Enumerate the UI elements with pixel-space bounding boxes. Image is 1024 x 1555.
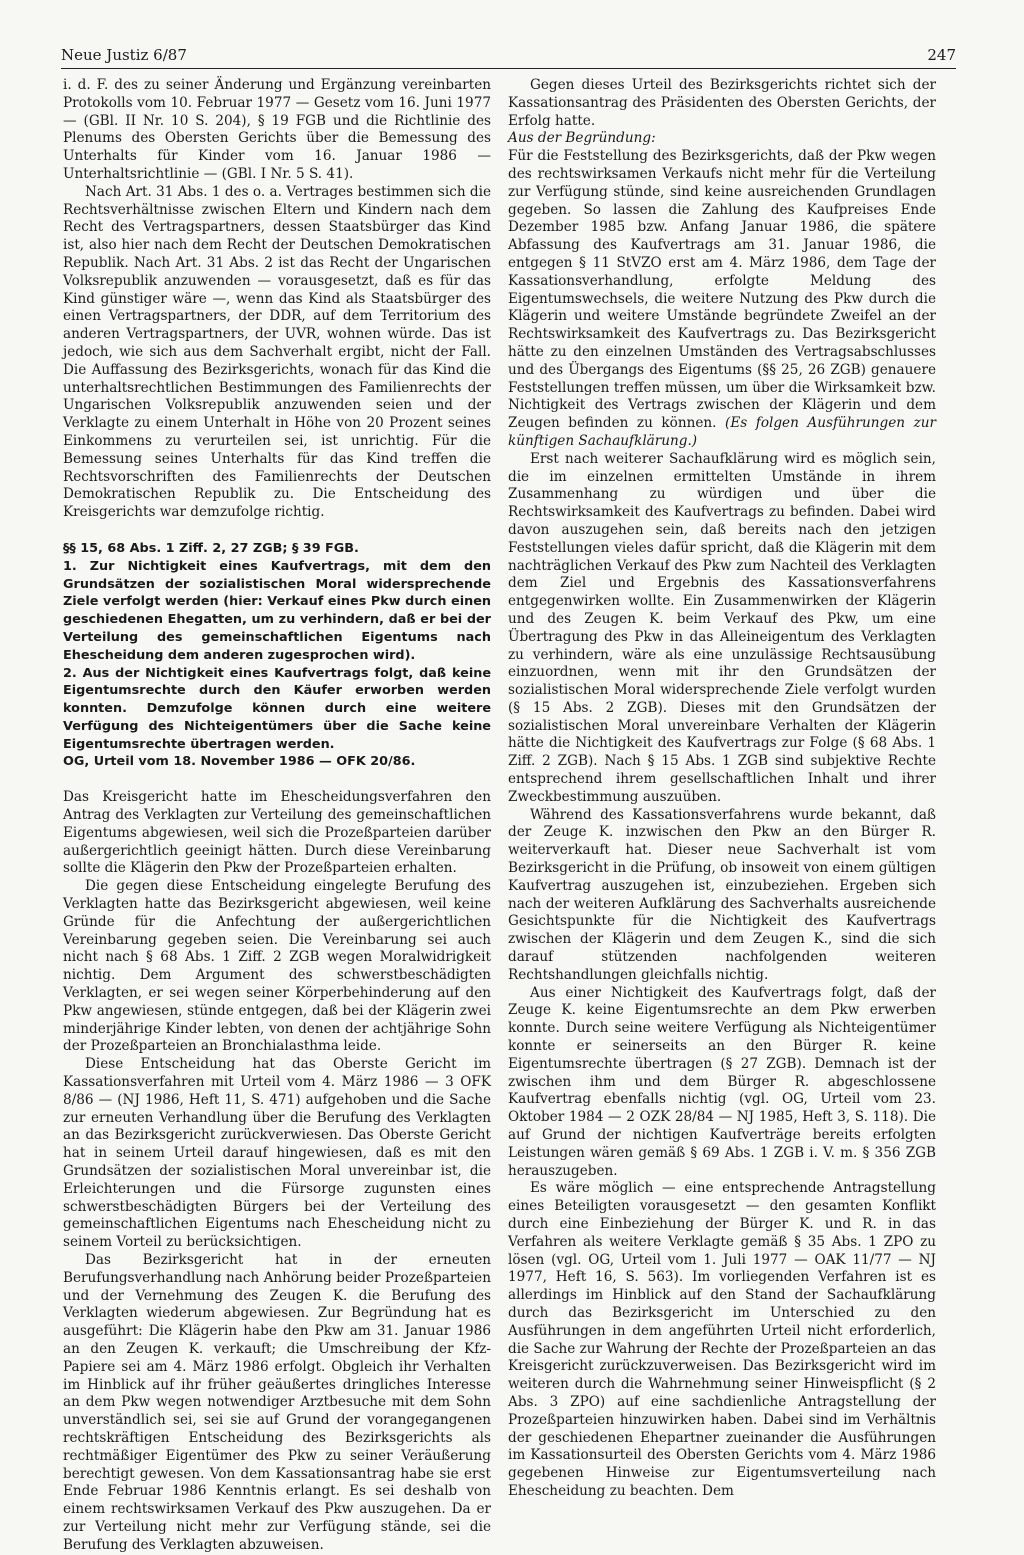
paragraph-text: Für die Feststellung des Bezirksgerichts, daß der Pkw wegen des rechtswirksamen Verkaufs nicht mehr für die Verteilung zur Verfügung stünde, sind keine ausreichenden Grundlagen gegeben. So lassen die Zahlung des Kaufpreises Ende Dezember 1985 bzw. Anfang Januar 1986, die spätere Abfassung des Kaufvertrags am 31. Januar 1986, die entgegen § 11 StVZO erst am 4. März 1986, dem Tage der Kassationsverhandlung, erfolgte Meldung des Eigentumswechsels, die weitere Nutzung des Pkw durch die Klägerin und weitere Umstände begründete Zweifel an der Rechtswirksamkeit des Kaufvertrags zu. Das Bezirksgericht hätte zu den einzelnen Umständen des Vertragsabschlusses und des Übergangs des Eigentums (§§ 25, 26 ZGB) genauere Feststellungen treffen müssen, um über die Wirksamkeit bzw. Nichtigkeit des Vertrags zwischen der Klägerin und dem Zeugen befinden zu können. — [508, 148, 936, 432]
paragraph: Während des Kassationsverfahrens wurde bekannt, daß der Zeuge K. inzwischen den Pkw an den Bürger R. weiterverkauft hat. Dieser neue Sachverhalt ist vom Bezirksgericht in die Prüfung, ob insoweit von einem gültigen Kaufvertrag auszugehen ist, einzubeziehen. Ergeben sich nach der weiteren Aufklärung des Sachverhalts ausreichende Gesichtspunkte für die Nichtigkeit des Kaufvertrags zwischen der Klägerin und dem Zeugen K., sind die sich darauf stützenden nachfolgenden weiteren Rechtshandlungen gleichfalls nichtig. — [508, 806, 936, 983]
paragraph: Das Bezirksgericht hat in der erneuten Berufungsverhandlung nach Anhörung beider Prozeßparteien und der Vernehmung des Zeugen K. die Berufung des Verklagten wiederum abgewiesen. Zur Begründung hat es ausgeführt: Die Klägerin habe den Pkw am 31. Januar 1986 an den Zeugen K. verkauft; die Umschreibung der Kfz-Papiere sei am 4. März 1986 erfolgt. Obgleich ihr Verhalten im Hinblick auf ihr früher geäußertes dringliches Interesse an dem Pkw wegen notwendiger Arztbesuche mit dem Sohn unverständlich sei, sei sie auf Grund der vorangegangenen rechtskräftigen Entscheidung des Bezirksgerichts als rechtmäßiger Eigentümer des Pkw zu seiner Veräußerung berechtigt gewesen. Von dem Kassationsantrag habe sie erst Ende Februar 1986 Kenntnis erlangt. Es sei deshalb von einem rechtswirksamen Verkauf des Pkw auszugehen. Da er zur Verteilung nicht mehr zur Verfügung stände, sei die Berufung des Verklagten abzuweisen. — [63, 1252, 491, 1553]
paragraph: i. d. F. des zu seiner Änderung und Ergänzung vereinbarten Protokolls vom 10. Februar 1977 — Gesetz vom 16. Juni 1977 — (GBl. II Nr. 10 S. 204), § 19 FGB und die Richtlinie des Plenums des Obersten Gerichts über die Bemessung des Unterhalts für Kinder vom 16. Januar 1986 — Unterhaltsrichtlinie — (GBl. I Nr. 5 S. 41). — [63, 77, 491, 182]
page-header — [61, 46, 956, 68]
paragraph: Es wäre möglich — eine entsprechende Antragstellung eines Beteiligten vorausgesetzt — den gesamten Konflikt durch eine Einbeziehung der Bürger K. und R. in das Verfahren als weitere Verklagte gemäß § 35 Abs. 1 ZPO zu lösen (vgl. OG, Urteil vom 1. Juli 1977 — OAK 11/77 — NJ 1977, Heft 16, S. 563). Im vorliegenden Verfahren ist es allerdings im Hinblick auf den Stand der Sachaufklärung durch das Bezirksgericht im Unterschied zu den Ausführungen in dem angeführten Urteil nicht erforderlich, die Sache zur Wahrung der Rechte der Prozeßparteien an das Kreisgericht zurückzuverweisen. Das Bezirksgericht wird im weiteren durch die Wahrnehmung seiner Hinweispflicht (§ 2 Abs. 3 ZPO) auf eine sachdienliche Antragstellung der Prozeßparteien hinzuwirken haben. Dabei sind im Verhältnis der geschiedenen Ehepartner zueinander die Ausführungen im Kassationsurteil des Obersten Gerichts vom 4. März 1986 gegebenen Hinweise zur Eigentumsverteilung nach Ehescheidung zu beachten. Dem — [508, 1180, 936, 1499]
paragraph: Erst nach weiterer Sachaufklärung wird es möglich sein, die im einzelnen ermittelten Umstände in ihrem Zusammenhang zu würdigen und über die Rechtswirksamkeit des Kaufvertrags zu befinden. Dabei wird davon auszugehen sein, daß bereits nach den jetzigen Feststellungen vieles dafür spricht, daß die Klägerin mit dem nachträglichen Verkauf des Pkw zum Nachteil des Verklagten dem Ziel und Ergebnis des Kassationsverfahrens entgegenwirken wollte. Ein Zusammenwirken der Klägerin und des Zeugen K. beim Verkauf des Pkw, um eine Übertragung des Pkw in das Alleineigentum des Verklagten zu verhindern, wäre als eine unzulässige Rechtsausübung einzuordnen, wenn mit ihr den Grundsätzen der sozialistischen Moral widersprechende Ziele verfolgt wurden (§ 15 Abs. 2 ZGB). Dieses mit den Grundsätzen der sozialistischen Moral unvereinbare Verhalten der Klägerin hätte die Nichtigkeit des Kaufvertrags zur Folge (§ 68 Abs. 1 Ziff. 2 ZGB). Nach § 15 Abs. 1 ZGB sind subjektive Rechte entsprechend ihrem gesellschaftlichen Inhalt und ihrer Zweckbestimmung auszuüben. — [508, 450, 936, 805]
paragraph: Nach Art. 31 Abs. 1 des o. a. Vertrages bestimmen sich die Rechtsverhältnisse zwischen Eltern und Kindern nach dem Recht des Vertragspartners, dessen Staatsbürger das Kind ist, also hier nach dem Recht der Deutschen Demokratischen Republik. Nach Art. 31 Abs. 2 ist das Recht der Ungarischen Volksrepublik anzuwenden — vorausgesetzt, daß es für das Kind günstiger wäre —, wenn das Kind als Staatsbürger des einen Vertragspartners, der DDR, auf dem Territorium des anderen Vertragspartners, der UVR, wohnen würde. Das ist jedoch, wie sich aus dem Sachverhalt ergibt, nicht der Fall. Die Auffassung des Bezirksgerichts, wonach für das Kind die unterhaltsrechtlichen Bestimmungen des Familienrechts der Ungarischen Volksrepublik anzuwenden seien und der Verklagte zu einem Unterhalt in Höhe von 20 Prozent seines Einkommens zu verurteilen sei, ist unrichtig. Für die Bemessung seines Unterhalts für das Kind treffen die Rechtsvorschriften des Familienrechts der Deutschen Demokratischen Republik zu. Die Entscheidung des Kreisgerichts war demzufolge richtig. — [63, 183, 491, 521]
paragraph: Das Kreisgericht hatte im Ehescheidungsverfahren den Antrag des Verklagten zur Verteilung des gemeinschaftlichen Eigentums abgewiesen, weil sich die Prozeßparteien darüber außergerichtlich geeinigt hätten. Durch diese Vereinbarung sollte die Klägerin den Pkw der Prozeßparteien erhalten. — [63, 789, 491, 877]
editorial-note: (Es folgen Ausführungen zur künftigen Sachaufklärung.) — [508, 415, 936, 449]
journal-title: Neue Justiz 6/87 — [61, 46, 187, 64]
paragraph: Gegen dieses Urteil des Bezirksgerichts richtet sich der Kassationsantrag des Präsidenten des Obersten Gerichts, der Erfolg hatte. — [508, 77, 936, 129]
paragraph: Die gegen diese Entscheidung eingelegte Berufung des Verklagten hatte das Bezirksgericht abgewiesen, weil keine Gründe für die Anfechtung der außergerichtlichen Vereinbarung gegeben seien. Die Vereinbarung sei auch nicht nach § 68 Abs. 1 Ziff. 2 ZGB wegen Moralwidrigkeit nichtig. Dem Argument des schwerstbeschädigten Verklagten, er sei wegen seiner Körperbehinderung auf den Pkw angewiesen, stünde entgegen, daß bei der Klägerin zwei minderjährige Kinder lebten, von denen der achtjährige Sohn der Prozeßparteien an Bronchialasthma leide. — [63, 878, 491, 1055]
header-rule — [61, 68, 956, 69]
headnote-2: 2. Aus der Nichtigkeit eines Kaufvertrags folgt, daß keine Eigentumsrechte durch den Käufer erworben werden konnten. Demzufolge können durch eine weitere Verfügung des Nichteigentümers über die Sache keine Eigentumsrechte übertragen werden. — [63, 665, 491, 752]
legal-norms-heading: §§ 15, 68 Abs. 1 Ziff. 2, 27 ZGB; § 39 FGB. — [63, 540, 359, 556]
right-column — [508, 77, 936, 1501]
court-citation: OG, Urteil vom 18. November 1986 — OFK 20/86. — [63, 754, 416, 770]
paragraph: Aus einer Nichtigkeit des Kaufvertrags folgt, daß der Zeuge K. keine Eigentumsrechte an dem Pkw erwerben konnte. Durch seine weitere Verfügung als Nichteigentümer konnte er seinerseits an den Bürger R. keine Eigentumsrechte übertragen (§ 27 ZGB). Demnach ist der zwischen ihm und dem Bürger R. abgeschlossene Kaufvertrag ebenfalls nichtig (vgl. OG, Urteil vom 23. Oktober 1984 — 2 OZK 28/84 — NJ 1985, Heft 3, S. 118). Die auf Grund der nichtigen Kaufverträge bereits erfolgten Leistungen wären gemäß § 69 Abs. 1 ZGB i. V. m. § 356 ZGB herauszugeben. — [508, 984, 936, 1179]
left-column — [63, 77, 491, 1555]
headnote-1: 1. Zur Nichtigkeit eines Kaufvertrags, mit dem den Grundsätzen der sozialistischen Moral widersprechende Ziele verfolgt werden (hier: Verkauf eines Pkw durch einen geschiedenen Ehegatten, um zu verhindern, daß er bei der Verteilung des gemeinschaftlichen Eigentums nach Ehescheidung dem anderen zugesprochen wird). — [63, 558, 491, 663]
subheading: Aus der Begründung: — [508, 130, 656, 147]
page-number: 247 — [927, 46, 956, 64]
paragraph: Diese Entscheidung hat das Oberste Gericht im Kassationsverfahren mit Urteil vom 4. März 1986 — 3 OFK 8/86 — (NJ 1986, Heft 11, S. 471) aufgehoben und die Sache zur erneuten Verhandlung über die Berufung des Verklagten an das Bezirksgericht zurückverwiesen. Das Oberste Gericht hat in seinem Urteil darauf hingewiesen, daß es mit den Grundsätzen der sozialistischen Moral unvereinbar ist, die Erleichterungen und die Fürsorge zugunsten eines schwerstbeschädigten Bürgers bei der Verteilung des gemeinschaftlichen Eigentums nach Ehescheidung nicht zu seinem Vorteil zu berücksichtigen. — [63, 1056, 491, 1251]
paragraph — [508, 148, 936, 451]
